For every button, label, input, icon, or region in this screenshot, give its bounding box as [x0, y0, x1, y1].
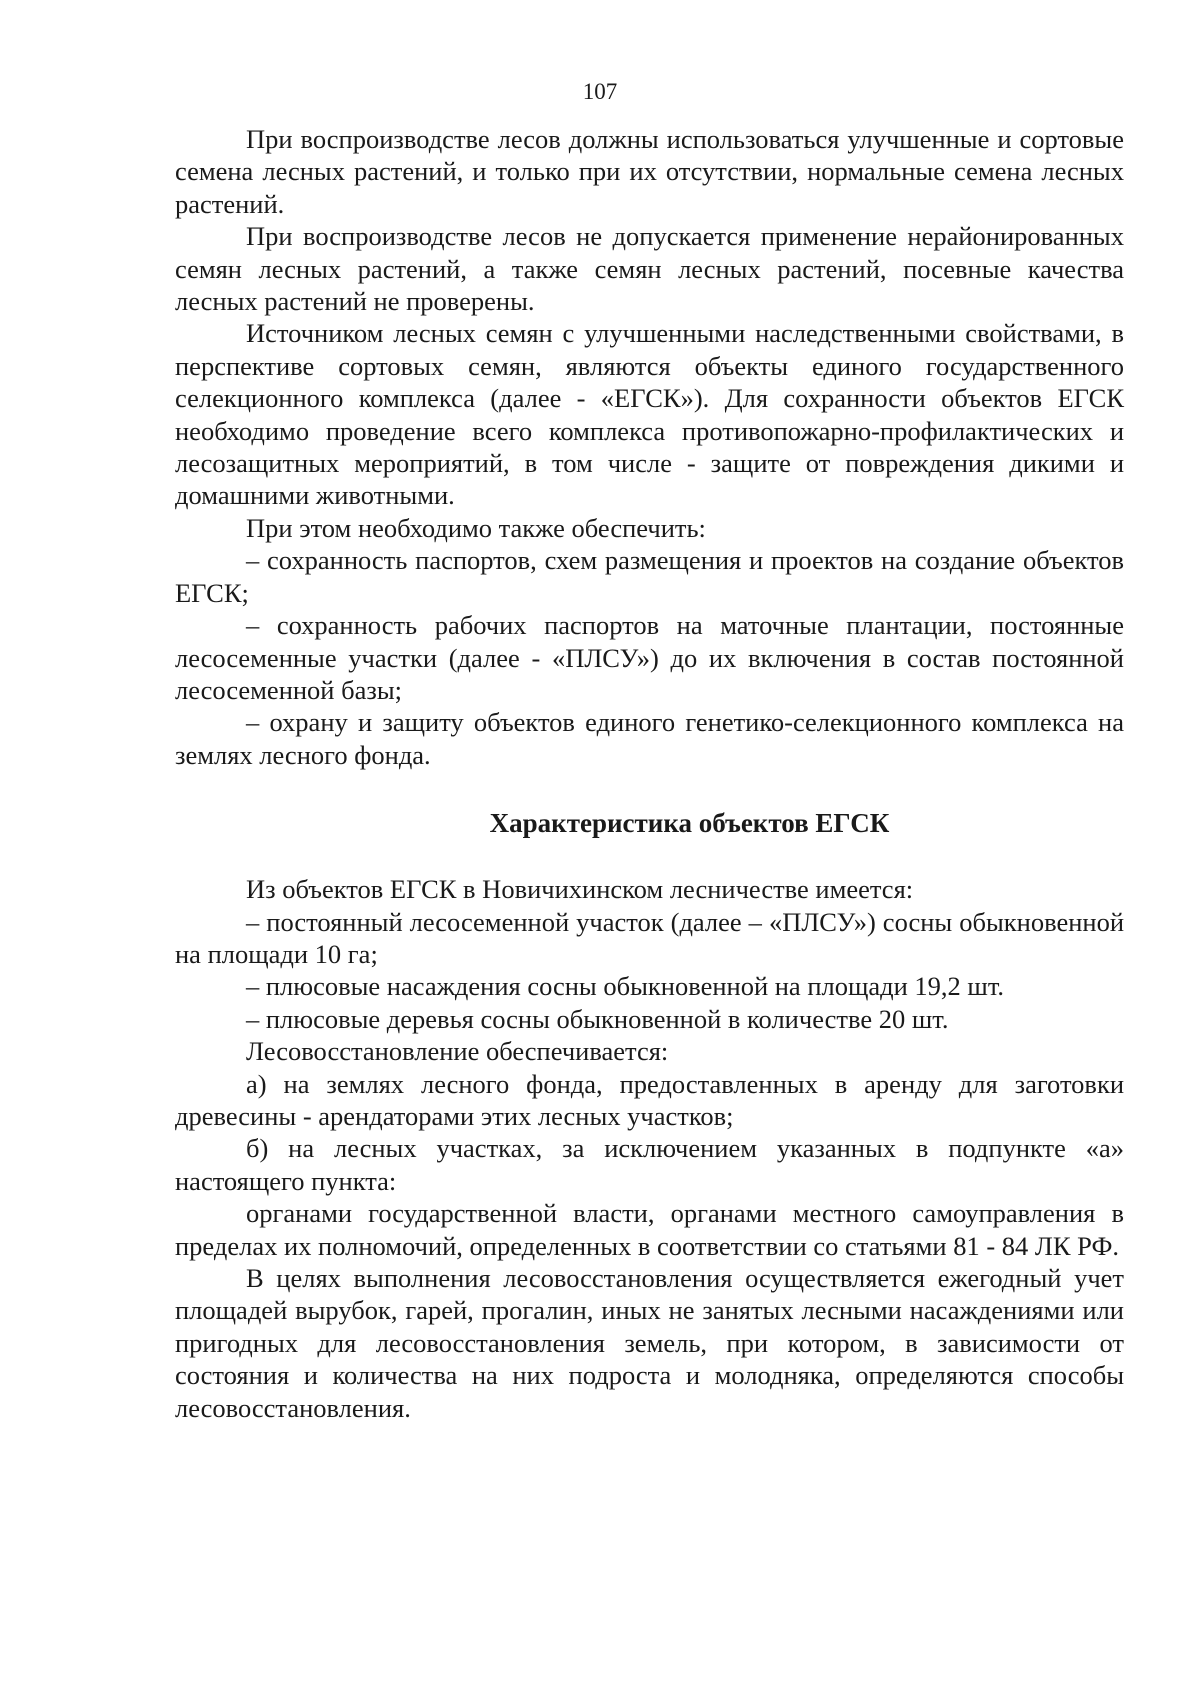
paragraph: При этом необходимо также обеспечить: [246, 512, 706, 543]
paragraph: органами государственной власти, органами местного самоуправления в пределах их полномочий, определенных в соответствии со статьями 81 - 84 ЛК РФ. [175, 1198, 1124, 1261]
section-intro [175, 123, 1124, 771]
section-egsk [175, 873, 1124, 1424]
list-item: – постоянный лесосеменной участок (далее – «ПЛСУ») сосны обыкновенной на площади 10 га; [175, 906, 1124, 969]
paragraph: При воспроизводстве лесов должны использоваться улучшенные и сортовые семена лесных растений, и только при их отсутствии, нормальные семена лесных растений. [175, 124, 1124, 219]
paragraph: Источником лесных семян с улучшенными наследственными свойствами, в перспективе сортовых семян, являются объекты единого государственного селекционного комплекса (далее - «ЕГСК»). Для сохранности объектов ЕГСК необходимо проведение всего комплекса противопожарно-профилактических и лесозащитных мероприятий, в том числе - защите от повреждения дикими и домашними животными. [175, 318, 1124, 511]
list-item: – плюсовые деревья сосны обыкновенной в количестве 20 шт. [246, 1003, 949, 1034]
section-heading: Характеристика объектов ЕГСК [489, 808, 890, 839]
paragraph: При воспроизводстве лесов не допускается применение нерайонированных семян лесных растений, а также семян лесных растений, посевные качества лесных растений не проверены. [175, 221, 1124, 317]
list-item: – охрану и защиту объектов единого генетико-селекционного комплекса на землях лесного фонда. [175, 707, 1124, 770]
paragraph: Лесовосстановление обеспечивается: [246, 1036, 669, 1067]
list-item: – плюсовые насаждения сосны обыкновенной на площади 19,2 шт. [246, 971, 1005, 1002]
list-item: – сохранность рабочих паспортов на маточные плантации, постоянные лесосеменные участки (далее - «ПЛСУ») до их включения в состав постоянной лесосеменной базы; [175, 610, 1124, 705]
paragraph: Из объектов ЕГСК в Новичихинском лесничестве имеется: [246, 874, 914, 905]
paragraph: В целях выполнения лесовосстановления осуществляется ежегодный учет площадей вырубок, гарей, прогалин, иных не занятых лесными насаждениями или пригодных для лесовосстановления земель, при котором, в зависимости от состояния и количества на них подроста и молодняка, определяются способы лесовосстановления. [175, 1263, 1124, 1423]
list-item: б) на лесных участках, за исключением указанных в подпункте «а» настоящего пункта: [175, 1133, 1124, 1196]
document-body [175, 123, 1124, 1424]
list-item: а) на землях лесного фонда, предоставленных в аренду для заготовки древесины - арендаторами этих лесных участков; [175, 1068, 1124, 1131]
page-number: 107 [582, 79, 618, 104]
list-item: – сохранность паспортов, схем размещения и проектов на создание объектов ЕГСК; [175, 545, 1124, 608]
